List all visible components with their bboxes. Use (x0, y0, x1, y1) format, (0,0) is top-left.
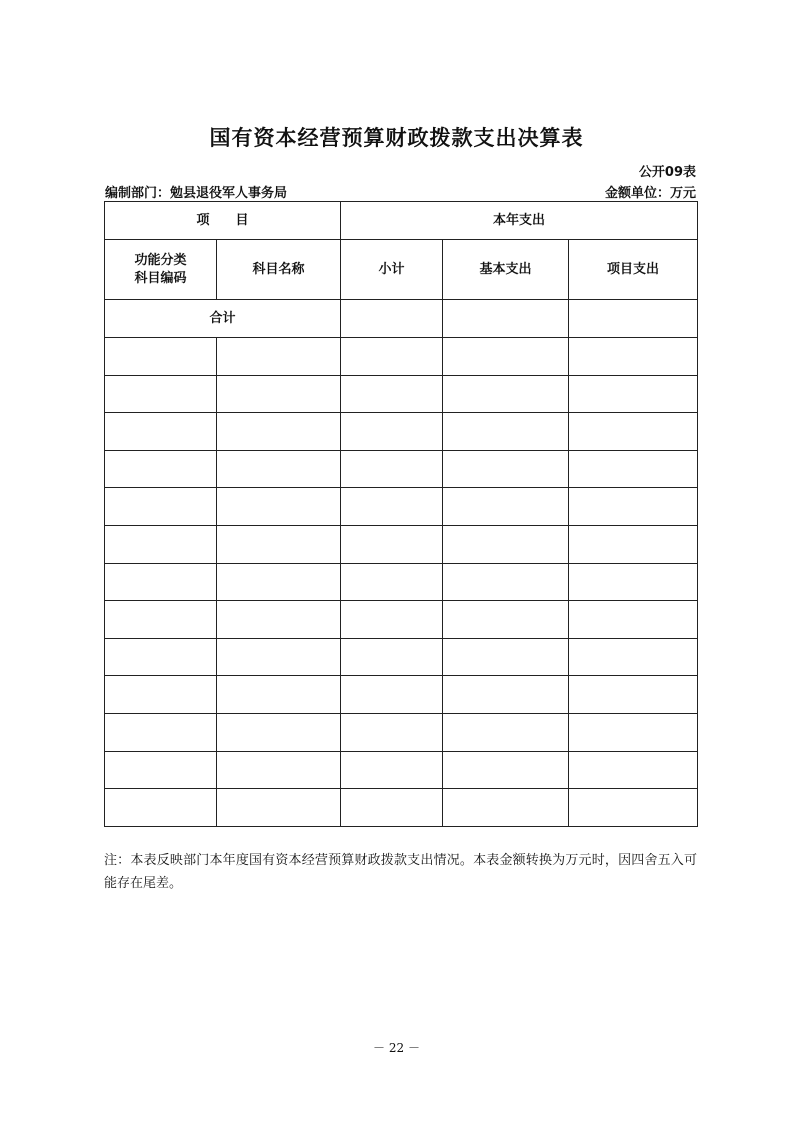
subtotal-cell (341, 638, 443, 676)
total-row (105, 300, 698, 338)
basic-expenditure-cell (443, 638, 569, 676)
project-expenditure-cell (569, 488, 698, 526)
subtotal-cell (341, 525, 443, 563)
project-expenditure-cell (569, 525, 698, 563)
function-code-cell (105, 525, 217, 563)
function-code-cell (105, 375, 217, 413)
table-row (105, 375, 698, 413)
subject-name-cell (217, 601, 341, 639)
function-code-cell (105, 563, 217, 601)
function-code-cell (105, 789, 217, 827)
subject-name-cell (217, 751, 341, 789)
basic-expenditure-cell (443, 601, 569, 639)
project-expenditure-cell (569, 601, 698, 639)
subtotal-cell (341, 413, 443, 451)
basic-expenditure-cell (443, 338, 569, 376)
table-row (105, 676, 698, 714)
table-row (105, 751, 698, 789)
project-expenditure-cell (569, 638, 698, 676)
header-subject-name: 科目名称 (217, 240, 341, 300)
header-function-code-line2: 科目编码 (134, 270, 187, 286)
subject-name-cell (217, 789, 341, 827)
table-row (105, 713, 698, 751)
basic-expenditure-cell (443, 751, 569, 789)
page-title: 国有资本经营预算财政拨款支出决算表 (209, 126, 584, 150)
subject-name-cell (217, 338, 341, 376)
table-row (105, 601, 698, 639)
department-label: 编制部门：勉县退役军人事务局 (105, 186, 288, 201)
footnote: 注：本表反映部门本年度国有资本经营预算财政拨款支出情况。本表金额转换为万元时，因四舍五入可能存在尾差。 (104, 853, 697, 891)
basic-expenditure-cell (443, 375, 569, 413)
header-subtotal: 小计 (341, 240, 443, 300)
table-row (105, 525, 698, 563)
subject-name-cell (217, 413, 341, 451)
page-number: － 22 － (373, 1041, 420, 1055)
project-expenditure-cell (569, 713, 698, 751)
subject-name-cell (217, 375, 341, 413)
project-expenditure-cell (569, 338, 698, 376)
project-expenditure-cell (569, 563, 698, 601)
header-project-expenditure: 项目支出 (569, 240, 698, 300)
subject-name-cell (217, 563, 341, 601)
total-project-cell (569, 300, 698, 338)
function-code-cell (105, 450, 217, 488)
basic-expenditure-cell (443, 488, 569, 526)
header-item: 项 目 (105, 202, 341, 240)
header-year-expenditure: 本年支出 (341, 202, 698, 240)
function-code-cell (105, 488, 217, 526)
basic-expenditure-cell (443, 676, 569, 714)
header-basic-expenditure: 基本支出 (443, 240, 569, 300)
subtotal-cell (341, 751, 443, 789)
subtotal-cell (341, 713, 443, 751)
subtotal-cell (341, 375, 443, 413)
subtotal-cell (341, 488, 443, 526)
total-basic-cell (443, 300, 569, 338)
basic-expenditure-cell (443, 413, 569, 451)
header-function-code (105, 240, 217, 300)
expenditure-table (104, 201, 698, 827)
basic-expenditure-cell (443, 563, 569, 601)
table-row (105, 338, 698, 376)
basic-expenditure-cell (443, 450, 569, 488)
subject-name-cell (217, 488, 341, 526)
project-expenditure-cell (569, 789, 698, 827)
table-row (105, 488, 698, 526)
project-expenditure-cell (569, 751, 698, 789)
basic-expenditure-cell (443, 789, 569, 827)
header-function-code-line1: 功能分类 (134, 252, 187, 268)
function-code-cell (105, 713, 217, 751)
basic-expenditure-cell (443, 713, 569, 751)
function-code-cell (105, 751, 217, 789)
subject-name-cell (217, 676, 341, 714)
table-header-row-2 (105, 240, 698, 300)
table-header-row-1 (105, 202, 698, 240)
project-expenditure-cell (569, 413, 698, 451)
function-code-cell (105, 413, 217, 451)
table-row (105, 638, 698, 676)
function-code-cell (105, 638, 217, 676)
unit-label: 金额单位：万元 (604, 186, 696, 201)
function-code-cell (105, 601, 217, 639)
project-expenditure-cell (569, 676, 698, 714)
subject-name-cell (217, 525, 341, 563)
form-code: 公开09表 (638, 165, 696, 180)
data-rows (105, 338, 698, 827)
function-code-cell (105, 676, 217, 714)
subtotal-cell (341, 676, 443, 714)
subtotal-cell (341, 338, 443, 376)
subject-name-cell (217, 450, 341, 488)
table-row (105, 789, 698, 827)
table-row (105, 563, 698, 601)
project-expenditure-cell (569, 375, 698, 413)
subtotal-cell (341, 601, 443, 639)
project-expenditure-cell (569, 450, 698, 488)
subtotal-cell (341, 789, 443, 827)
table-row (105, 450, 698, 488)
subtotal-cell (341, 563, 443, 601)
subtotal-cell (341, 450, 443, 488)
total-subtotal-cell (341, 300, 443, 338)
total-label: 合计 (105, 300, 341, 338)
function-code-cell (105, 338, 217, 376)
subject-name-cell (217, 713, 341, 751)
table-row (105, 413, 698, 451)
basic-expenditure-cell (443, 525, 569, 563)
subject-name-cell (217, 638, 341, 676)
